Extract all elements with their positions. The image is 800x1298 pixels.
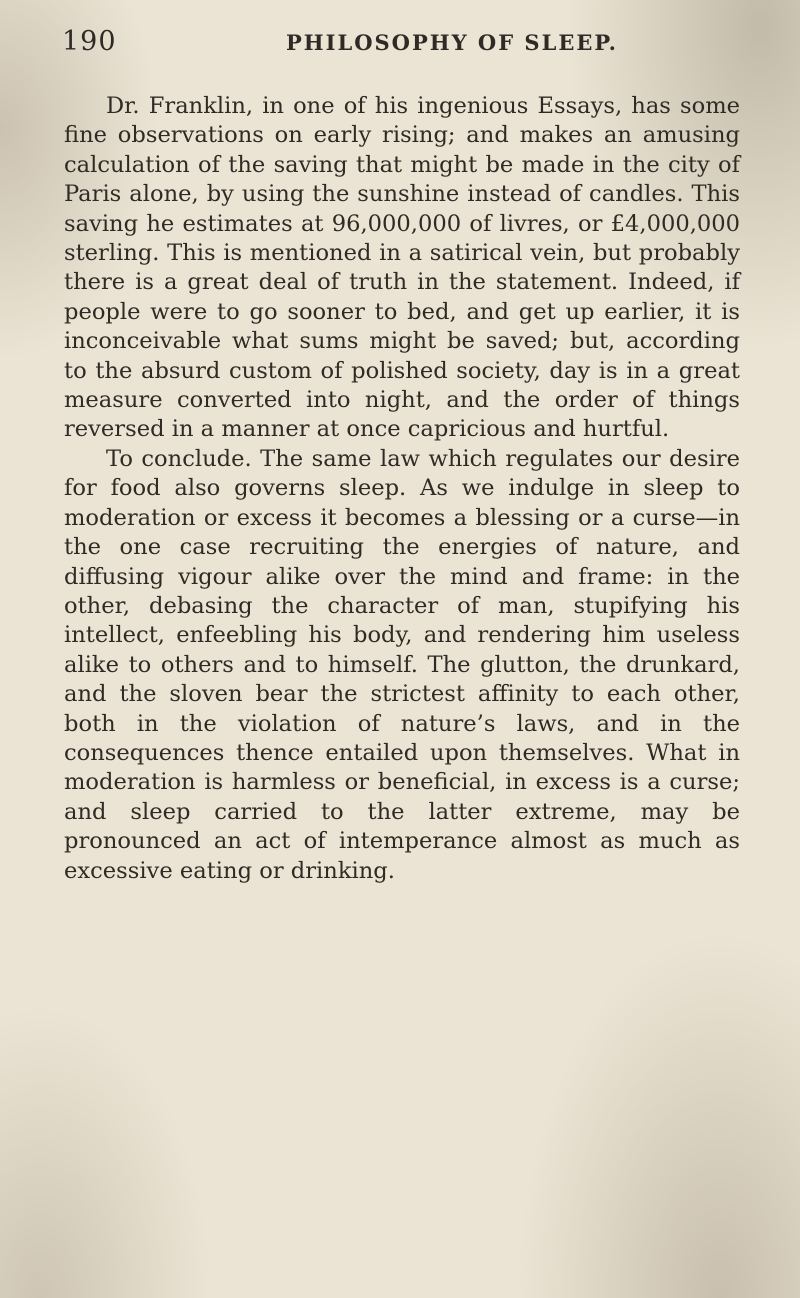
running-head: PHILOSOPHY OF SLEEP.	[286, 30, 618, 55]
body-text	[64, 92, 740, 886]
page-header	[62, 26, 752, 62]
paragraph-franklin: Dr. Franklin, in one of his ingenious Essays, has some fine observations on early rising; and makes an amusing calculation of the saving that might be made in the city of Paris alone, by using the sunshine instead of candles. This saving he estimates at 96,000,000 of livres, or £4,000,000 sterling. This is mentioned in a satirical vein, but probably there is a great deal of truth in the statement. Indeed, if people were to go sooner to bed, and get up earlier, it is inconceivable what sums might be saved; but, according to the absurd custom of polished society, day is in a great measure converted into night, and the order of things reversed in a manner at once capricious and hurtful.	[64, 93, 740, 443]
page-number: 190	[62, 26, 117, 57]
paragraph-conclusion: To conclude. The same law which regulates our desire for food also governs sleep. As we indulge in sleep to moderation or excess it becomes a blessing or a curse—in the one case recruiting the energies of nature, and diffusing vigour alike over the mind and frame: in the other, debasing the character of man, stupifying his intellect, enfeebling his body, and rendering him useless alike to others and to himself. The glutton, the drunkard, and the sloven bear the strictest affinity to each other, both in the violation of nature’s laws, and in the consequences thence entailed upon themselves. What in moderation is harmless or beneficial, in excess is a curse; and sleep carried to the latter extreme, may be pronounced an act of intemperance almost as much as excessive eating or drinking.	[64, 445, 740, 884]
